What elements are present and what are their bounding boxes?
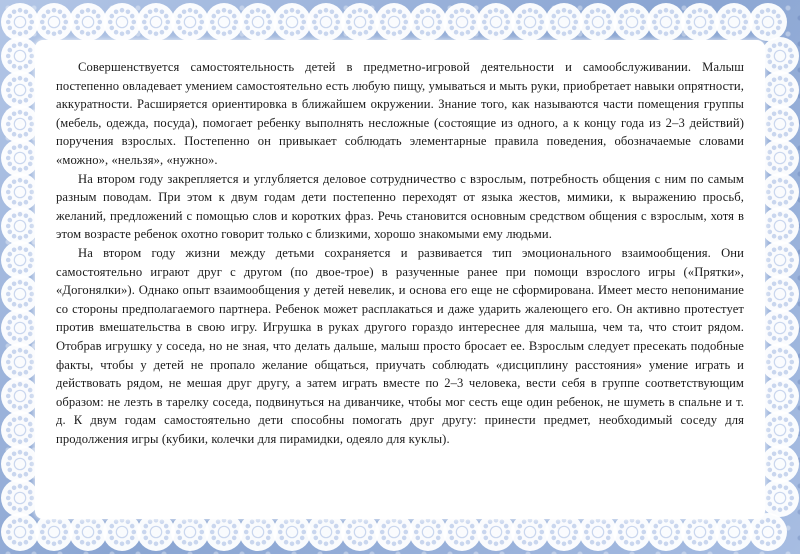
lace-doily-icon xyxy=(103,3,141,41)
lace-doily-icon xyxy=(511,3,549,41)
lace-doily-icon xyxy=(239,3,277,41)
lace-doily-icon xyxy=(1,37,39,75)
lace-doily-icon xyxy=(545,3,583,41)
lace-doily-icon xyxy=(137,513,175,551)
lace-doily-icon xyxy=(511,513,549,551)
lace-doily-icon xyxy=(1,71,39,109)
lace-doily-icon xyxy=(749,3,787,41)
lace-doily-icon xyxy=(1,173,39,211)
lace-doily-icon xyxy=(1,479,39,517)
lace-doily-icon xyxy=(273,3,311,41)
lace-doily-icon xyxy=(307,3,345,41)
lace-doily-icon xyxy=(761,377,799,415)
lace-doily-icon xyxy=(761,479,799,517)
lace-doily-icon xyxy=(761,71,799,109)
lace-doily-icon xyxy=(375,3,413,41)
paragraph-3: На втором году жизни между детьми сохраняется и развивается тип эмоционального взаимообщения. Они самостоятельно играют друг с другом (по двое-трое) в разученные ранее при помощи взрослого игры («Прятки», «Догонялки»). Однако опыт взаимообщения у детей невелик, и основа его еще не сформирована. Имеет место непонимание со стороны предполагаемого партнера. Ребенок может расплакаться и даже ударить жалеющего его. Он активно протестует против вмешательства в свою игру. Игрушка в руках другого гораздо интереснее для малыша, чем та, что стоит рядом. Отобрав игрушку у соседа, но не зная, что делать дальше, малыш просто бросает ее. Взрослым следует пресекать подобные факты, чтобы у детей не пропало желание общаться, приучать соблюдать «дисциплину расстояния» умение играть и действовать рядом, не мешая друг другу, а затем играть вместе по 2–3 человека, вести себя в группе соответствующим образом: не лезть в тарелку соседа, подвинуться на диванчике, чтобы мог сесть еще один ребенок, не шуметь в спальне и т. д. К двум годам самостоятельно дети способны помогать друг другу: принести предмет, необходимый соседу для продолжения игры (кубики, колечки для пирамидки, одеяло для куклы). xyxy=(56,245,744,446)
lace-doily-icon xyxy=(761,139,799,177)
lace-doily-icon xyxy=(761,37,799,75)
lace-doily-icon xyxy=(477,513,515,551)
lace-doily-icon xyxy=(681,513,719,551)
lace-doily-icon xyxy=(341,513,379,551)
lace-doily-icon xyxy=(409,513,447,551)
lace-doily-icon xyxy=(239,513,277,551)
lace-doily-icon xyxy=(761,105,799,143)
lace-doily-icon xyxy=(409,3,447,41)
lace-doily-icon xyxy=(761,241,799,279)
lace-doily-icon xyxy=(1,275,39,313)
lace-doily-icon xyxy=(69,3,107,41)
lace-doily-icon xyxy=(761,411,799,449)
lace-doily-icon xyxy=(477,3,515,41)
lace-doily-icon xyxy=(1,105,39,143)
lace-doily-icon xyxy=(647,513,685,551)
lace-doily-icon xyxy=(613,513,651,551)
lace-doily-icon xyxy=(1,3,39,41)
lace-doily-icon xyxy=(171,513,209,551)
lace-doily-icon xyxy=(761,309,799,347)
lace-doily-icon xyxy=(579,3,617,41)
lace-doily-icon xyxy=(273,513,311,551)
lace-doily-icon xyxy=(1,377,39,415)
lace-doily-icon xyxy=(1,309,39,347)
lace-doily-icon xyxy=(715,3,753,41)
lace-doily-icon xyxy=(1,343,39,381)
lace-doily-icon xyxy=(35,3,73,41)
lace-doily-icon xyxy=(647,3,685,41)
lace-doily-icon xyxy=(681,3,719,41)
lace-doily-icon xyxy=(761,275,799,313)
lace-doily-icon xyxy=(307,513,345,551)
lace-doily-icon xyxy=(171,3,209,41)
lace-doily-icon xyxy=(443,513,481,551)
lace-doily-icon xyxy=(1,139,39,177)
lace-doily-icon xyxy=(613,3,651,41)
document-body xyxy=(56,58,744,448)
lace-doily-icon xyxy=(579,513,617,551)
lace-doily-icon xyxy=(1,411,39,449)
lace-doily-icon xyxy=(1,241,39,279)
lace-doily-icon xyxy=(761,343,799,381)
lace-doily-icon xyxy=(205,513,243,551)
lace-doily-icon xyxy=(1,207,39,245)
paragraph-1: Совершенствуется самостоятельность детей в предметно-игровой деятельности и самообслуживании. Малыш постепенно овладевает умением самостоятельно есть любую пищу, умываться и мыть руки, приобретает навыки опрятности, аккуратности. Расширяется ориентировка в ближайшем окружении. Знание того, как называются части помещения группы (мебель, одежда, посуда), помогает ребенку выполнять несложные (состоящие из одного, а к концу года из 2–3 действий) поручения взрослых. Постепенно он привыкает соблюдать элементарные правила поведения, обозначаемые словами «можно», «нельзя», «нужно». xyxy=(56,60,744,167)
lace-doily-icon xyxy=(545,513,583,551)
lace-doily-icon xyxy=(341,3,379,41)
lace-doily-icon xyxy=(761,207,799,245)
lace-doily-icon xyxy=(375,513,413,551)
lace-doily-icon xyxy=(443,3,481,41)
lace-doily-icon xyxy=(137,3,175,41)
lace-doily-icon xyxy=(205,3,243,41)
lace-doily-icon xyxy=(749,513,787,551)
lace-doily-icon xyxy=(103,513,141,551)
lace-doily-icon xyxy=(69,513,107,551)
lace-doily-icon xyxy=(761,173,799,211)
lace-doily-icon xyxy=(35,513,73,551)
paragraph-2: На втором году закрепляется и углубляется деловое сотрудничество с взрослым, потребность общения с ним по самым разным поводам. При этом к двум годам дети постепенно переходят от языка жестов, мимики, к выражению просьб, желаний, предложений с помощью слов и коротких фраз. Речь становится основным средством общения с взрослым, хотя в этом возрасте ребенок охотно говорит только с близкими, хорошо знакомыми ему людьми. xyxy=(56,171,744,242)
lace-doily-icon xyxy=(1,513,39,551)
lace-doily-icon xyxy=(761,445,799,483)
lace-doily-icon xyxy=(1,445,39,483)
lace-doily-icon xyxy=(715,513,753,551)
